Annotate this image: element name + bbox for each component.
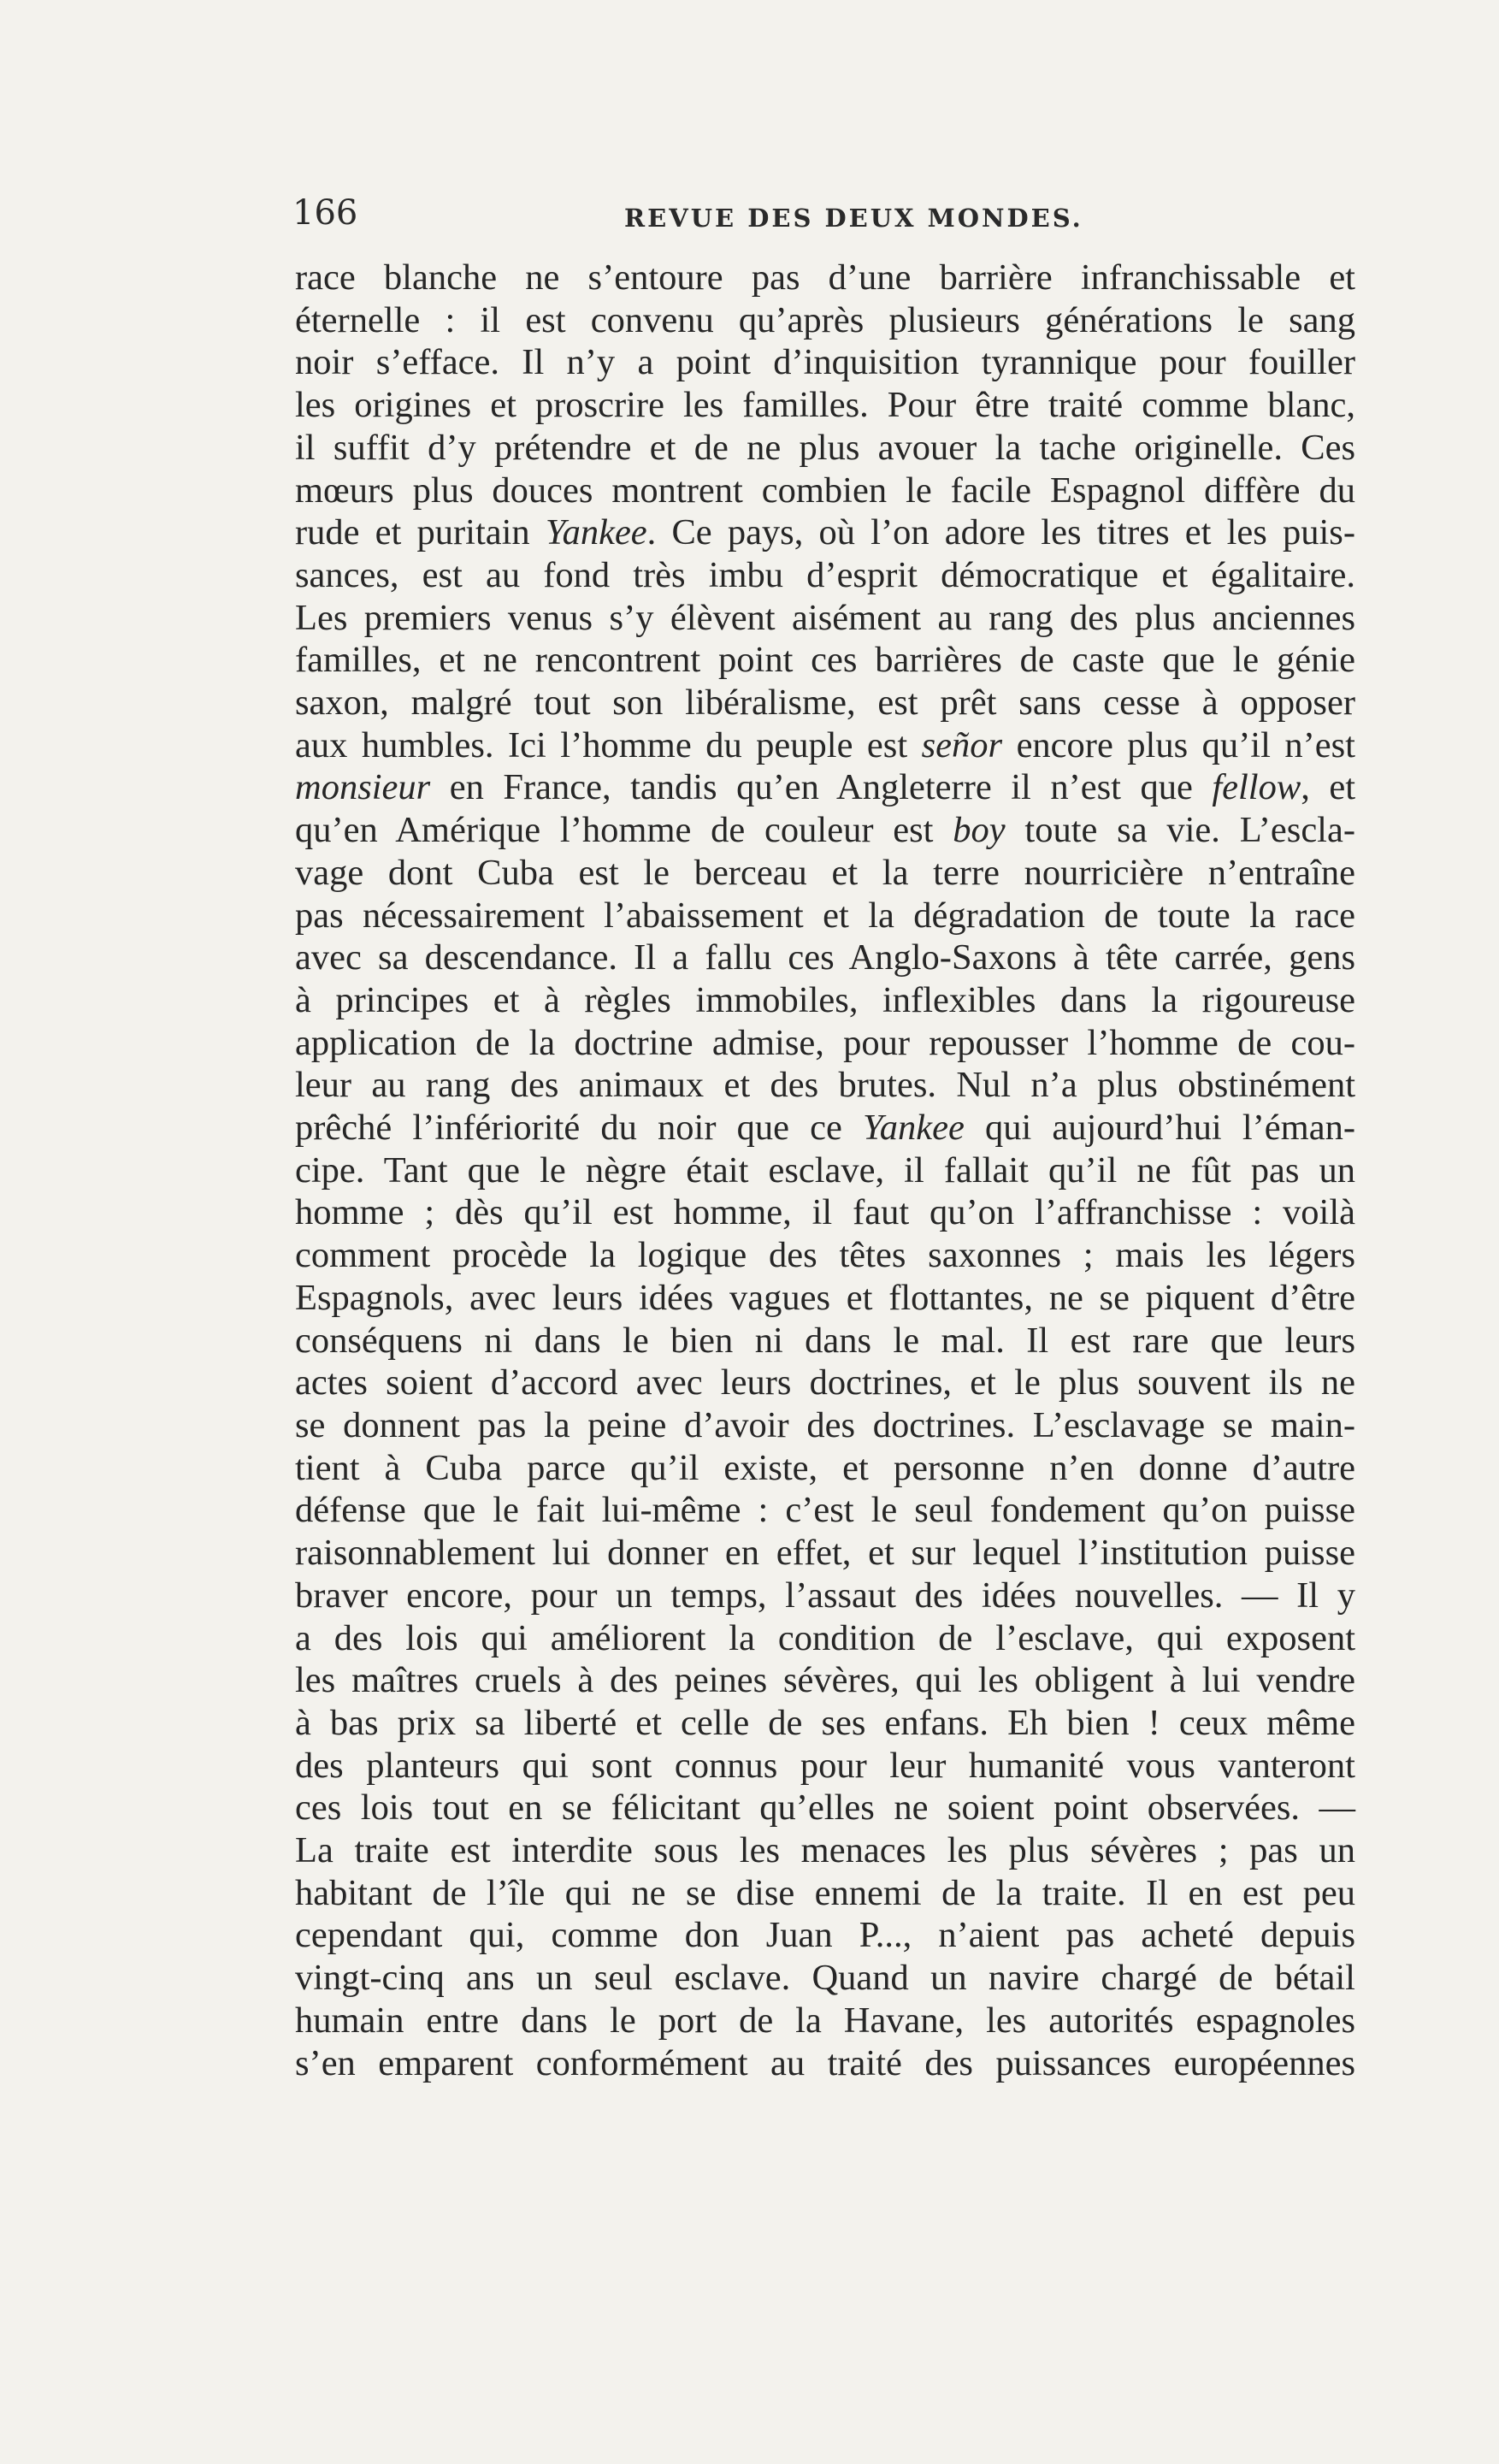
text-line: il suffit d’y prétendre et de ne plus avouer la tache originelle. Ces: [295, 427, 1355, 468]
text-line: mœurs plus douces montrent combien le facile Espagnol diffère du: [295, 470, 1355, 511]
text-line: pas nécessairement l’abaissement et la dégradation de toute la race: [295, 895, 1355, 936]
text-line: habitant de l’île qui ne se dise ennemi de la traite. Il en est peu: [295, 1872, 1355, 1913]
text-line: se donnent pas la peine d’avoir des doctrines. L’esclavage se main-: [295, 1404, 1355, 1445]
text-line: ces lois tout en se félicitant qu’elles ne soient point observées. —: [295, 1787, 1355, 1829]
italic-term: boy: [953, 810, 1006, 851]
text-line: à bas prix sa liberté et celle de ses enfans. Eh bien ! ceux même: [295, 1702, 1355, 1743]
body-text: [295, 257, 1355, 2084]
text-line: race blanche ne s’entoure pas d’une barrière infranchissable et: [295, 257, 1355, 298]
text-line: cipe. Tant que le nègre était esclave, il fallait qu’il ne fût pas un: [295, 1149, 1355, 1191]
page-number: 166: [292, 193, 358, 233]
text-line: les maîtres cruels à des peines sévères, qui les obligent à lui vendre: [295, 1660, 1355, 1701]
text-line: tient à Cuba parce qu’il existe, et personne n’en donne d’autre: [295, 1447, 1355, 1488]
text-line: aux humbles. Ici l’homme du peuple est señor encore plus qu’il n’est: [295, 724, 1355, 765]
text-line: raisonnablement lui donner en effet, et sur lequel l’institution puisse: [295, 1533, 1355, 1574]
text-line: éternelle : il est convenu qu’après plusieurs générations le sang: [295, 299, 1355, 340]
text-line: qu’en Amérique l’homme de couleur est boy toute sa vie. L’escla-: [295, 810, 1356, 851]
text-line: familles, et ne rencontrent point ces barrières de caste que le génie: [295, 640, 1355, 681]
text-line: cependant qui, comme don Juan P..., n’aient pas acheté depuis: [295, 1915, 1355, 1956]
text-line: conséquens ni dans le bien ni dans le mal. Il est rare que leurs: [295, 1320, 1355, 1361]
text-line: Espagnols, avec leurs idées vagues et flottantes, ne se piquent d’être: [295, 1277, 1355, 1318]
text-line: leur au rang des animaux et des brutes. Nul n’a plus obstinément: [295, 1065, 1355, 1106]
text-line: humain entre dans le port de la Havane, les autorités espagnoles: [295, 2000, 1355, 2041]
text-line: rude et puritain Yankee. Ce pays, où l’on adore les titres et les puis-: [295, 512, 1355, 553]
text-line: application de la doctrine admise, pour repousser l’homme de cou-: [295, 1022, 1355, 1063]
running-title: REVUE DES DEUX MONDES.: [624, 204, 1083, 233]
text-line: Les premiers venus s’y élèvent aisément au rang des plus anciennes: [295, 597, 1355, 638]
text-line: s’en emparent conformément au traité des puissances européennes: [295, 2042, 1355, 2083]
text-line: prêché l’infériorité du noir que ce Yankee qui aujourd’hui l’éman-: [295, 1108, 1355, 1149]
text-line: braver encore, pour un temps, l’assaut des idées nouvelles. — Il y: [295, 1575, 1355, 1616]
page-header: [292, 193, 1361, 245]
text-line: vingt-cinq ans un seul esclave. Quand un navire chargé de bétail: [295, 1958, 1355, 1999]
italic-term: Yankee: [863, 1108, 965, 1149]
italic-term: fellow: [1212, 767, 1301, 808]
text-line: défense que le fait lui-même : c’est le seul fondement qu’on puisse: [295, 1490, 1355, 1531]
text-line: comment procède la logique des têtes saxonnes ; mais les légers: [295, 1235, 1355, 1276]
text-line: à principes et à règles immobiles, inflexibles dans la rigoureuse: [295, 979, 1355, 1020]
text-line: homme ; dès qu’il est homme, il faut qu’on l’affranchisse : voilà: [295, 1192, 1355, 1233]
italic-term: Yankee: [545, 512, 647, 553]
text-line: les origines et proscrire les familles. Pour être traité comme blanc,: [295, 385, 1355, 426]
text-line: actes soient d’accord avec leurs doctrines, et le plus souvent ils ne: [295, 1362, 1355, 1403]
text-line: des planteurs qui sont connus pour leur humanité vous vanteront: [295, 1745, 1355, 1786]
text-line: noir s’efface. Il n’y a point d’inquisition tyrannique pour fouiller: [295, 342, 1355, 383]
italic-term: monsieur: [295, 767, 431, 808]
text-line: La traite est interdite sous les menaces les plus sévères ; pas un: [295, 1830, 1355, 1871]
text-line: sances, est au fond très imbu d’esprit démocratique et égalitaire.: [295, 554, 1355, 595]
text-line: monsieur en France, tandis qu’en Angleterre il n’est que fellow, et: [295, 767, 1355, 808]
text-line: a des lois qui améliorent la condition de l’esclave, qui exposent: [295, 1617, 1355, 1658]
text-line: saxon, malgré tout son libéralisme, est prêt sans cesse à opposer: [295, 682, 1355, 724]
italic-term: señor: [921, 724, 1003, 765]
text-line: vage dont Cuba est le berceau et la terre nourricière n’entraîne: [295, 852, 1355, 893]
text-line: avec sa descendance. Il a fallu ces Anglo-Saxons à tête carrée, gens: [295, 937, 1355, 978]
